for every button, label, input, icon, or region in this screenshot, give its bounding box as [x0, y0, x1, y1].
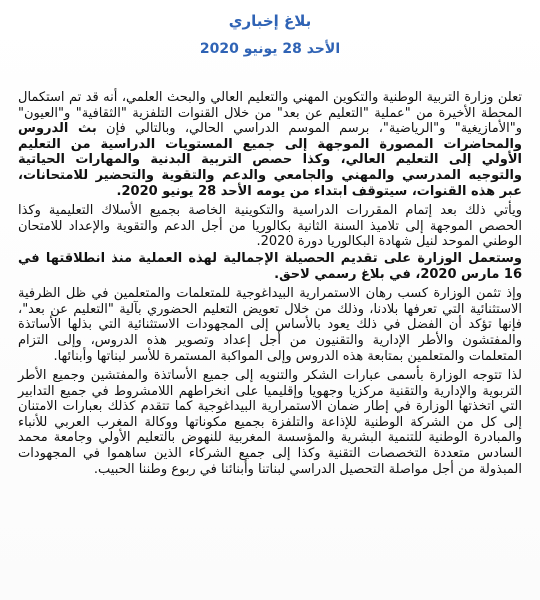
document-body	[18, 90, 522, 477]
paragraph-text: تعلن وزارة التربية الوطنية والتكوين المهني والتعليم العالي والبحث العلمي، أنه قد تم استكمال المحطة الأخيرة من "عملية "التعليم عن بعد" من خلال القنوات التلفزية "الثقافية" و"العيون" و"الأمازيغية" و"الرياضية"، برسم الموسم الدراسي الحالي، وبالتالي فإن	[18, 90, 522, 137]
paragraph-announcement	[18, 90, 522, 199]
document-header	[18, 10, 522, 60]
paragraph-bold-text: بث الدروس والمحاضرات المصورة الموجهة إلى جميع المستويات الدراسية من التعليم الأولي إلى التعليم العالي، وكذا حصص التربية البدنية والمهارات الحياتية والتوجيه المدرسي والمهني والجامعي والدعم والتقوية والتحضير للامتحانات، عبر هذه القنوات، سيتوقف ابتداء من يومه الأحد 28 يونيو 2020.	[18, 121, 522, 199]
paragraph-text: وإذ تثمن الوزارة كسب رهان الاستمرارية البيداغوجية للمتعلمات والمتعلمين في ظل الظرفية الاستثنائية التي تعرفها بلادنا، وذلك من خلال تعويض التعليم الحضوري بآلية "التعليم عن بعد"، فإنها تؤكد أن الفضل في ذلك يعود بالأساس إلى المجهودات الاستثنائية التي بذلها الأساتذة والمفتشون والأطر الإدارية والتقنيون من أجل إعداد وتصوير هذه الدروس، وإلى التزام المتعلمات والمتعلمين بمتابعة هذه الدروس وإلى المواكبة المستمرة للأسر لبناتها وأبنائها.	[18, 286, 522, 364]
paragraph-curriculum	[18, 203, 522, 250]
paragraph-bold-text: وستعمل الوزارة على تقديم الحصيلة الإجمالية لهذه العملية منذ انطلاقتها في 16 مارس 2020، في بلاغ رسمي لاحق.	[18, 250, 522, 282]
paragraph-thanks	[18, 368, 522, 477]
paragraph-text: لذا تتوجه الوزارة بأسمى عبارات الشكر والتنويه إلى جميع الأساتذة والمفتشين وجميع الأطر التربوية والإدارية والتقنية مركزيا وجهويا وإقليميا على انخراطهم اللامشروط في جميع التدابير التي اتخذتها الوزارة في إطار ضمان الاستمرارية البيداغوجية كما تتقدم كذلك بعبارات الامتنان إلى كل من الشركة الوطنية للإذاعة والتلفزة بجميع مكوناتها ووكالة المغرب العربي للأنباء والمبادرة الوطنية للتنمية البشرية والمؤسسة المغربية للنهوض بالتعليم الأولي وجامعة محمد السادس متعددة التخصصات التقنية وكذا إلى جميع الشركاء الذين ساهموا في المجهودات المبذولة من أجل مواصلة التحصيل الدراسي لبناتنا وأبنائنا في ربوع وطننا الحبيب.	[18, 368, 522, 477]
document-date: الأحد 28 يونيو 2020	[199, 41, 341, 57]
paragraph-summary	[18, 251, 522, 282]
paragraph-text: ويأتي ذلك بعد إتمام المقررات الدراسية والتكوينية الخاصة بجميع الأسلاك التعليمية وكذا الحصص الموجهة إلى تلاميذ السنة الثانية بكالوريا من أجل الدعم والتقوية والإعداد للامتحان الوطني الموحد لنيل شهادة البكالوريا دورة 2020.	[18, 203, 522, 250]
document-title: بلاغ إخباري	[228, 12, 312, 30]
paragraph-appreciation	[18, 286, 522, 364]
